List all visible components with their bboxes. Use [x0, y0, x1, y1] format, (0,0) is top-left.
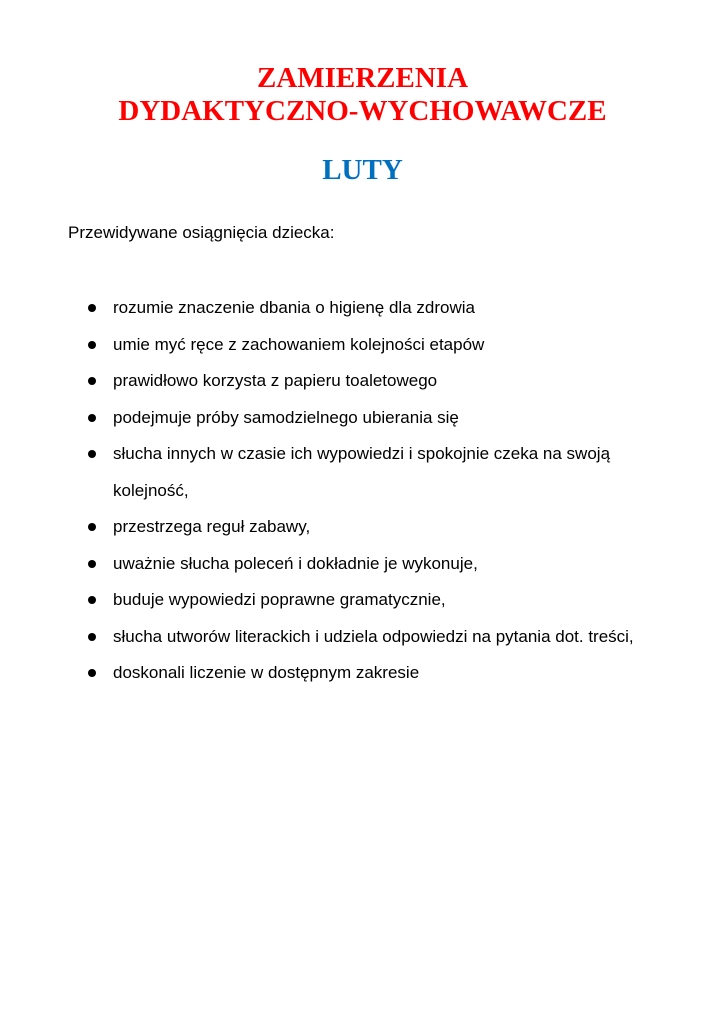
bullet-icon: [88, 633, 96, 641]
list-item-text: doskonali liczenie w dostępnym zakresie: [113, 663, 420, 682]
bullet-icon: [88, 596, 96, 604]
bullet-icon: [88, 341, 96, 349]
list-item: [86, 509, 646, 546]
list-item: [86, 546, 646, 583]
bullet-icon: [88, 304, 96, 312]
bullet-icon: [88, 560, 96, 568]
list-item: [86, 655, 646, 692]
list-item-text: słucha innych w czasie ich wypowiedzi i spokojnie czeka na swoją kolejność,: [113, 444, 611, 500]
list-item-text: podejmuje próby samodzielnego ubierania się: [113, 407, 459, 427]
document-title: [0, 62, 725, 128]
list-item-text: umie myć ręce z zachowaniem kolejności etapów: [113, 334, 485, 354]
title-line-1: ZAMIERZENIA: [256, 62, 469, 94]
bullet-icon: [88, 523, 96, 531]
list-item: [86, 363, 646, 400]
list-item-text: buduje wypowiedzi poprawne gramatycznie,: [113, 590, 446, 609]
achievements-list: [86, 290, 646, 692]
bullet-icon: [88, 414, 96, 422]
list-item-text: przestrzega reguł zabawy,: [113, 517, 311, 536]
bullet-icon: [88, 669, 96, 677]
intro-text: Przewidywane osiągnięcia dziecka:: [68, 223, 335, 242]
bullet-icon: [88, 377, 96, 385]
list-item: [86, 582, 646, 619]
list-item: [86, 290, 646, 327]
list-item: [86, 436, 646, 509]
list-item: [86, 327, 646, 364]
list-item-text: rozumie znaczenie dbania o higienę dla zdrowia: [113, 298, 475, 317]
list-item-text: prawidłowo korzysta z papieru toaletowego: [113, 371, 438, 390]
list-item: [86, 400, 646, 437]
list-item: [86, 619, 646, 656]
bullet-icon: [88, 450, 96, 458]
title-line-2: DYDAKTYCZNO-WYCHOWAWCZE: [118, 95, 607, 127]
list-item-text: słucha utworów literackich i udziela odpowiedzi na pytania dot. treści,: [113, 626, 634, 646]
month-heading: LUTY: [322, 154, 403, 186]
list-item-text: uważnie słucha poleceń i dokładnie je wykonuje,: [113, 553, 478, 573]
